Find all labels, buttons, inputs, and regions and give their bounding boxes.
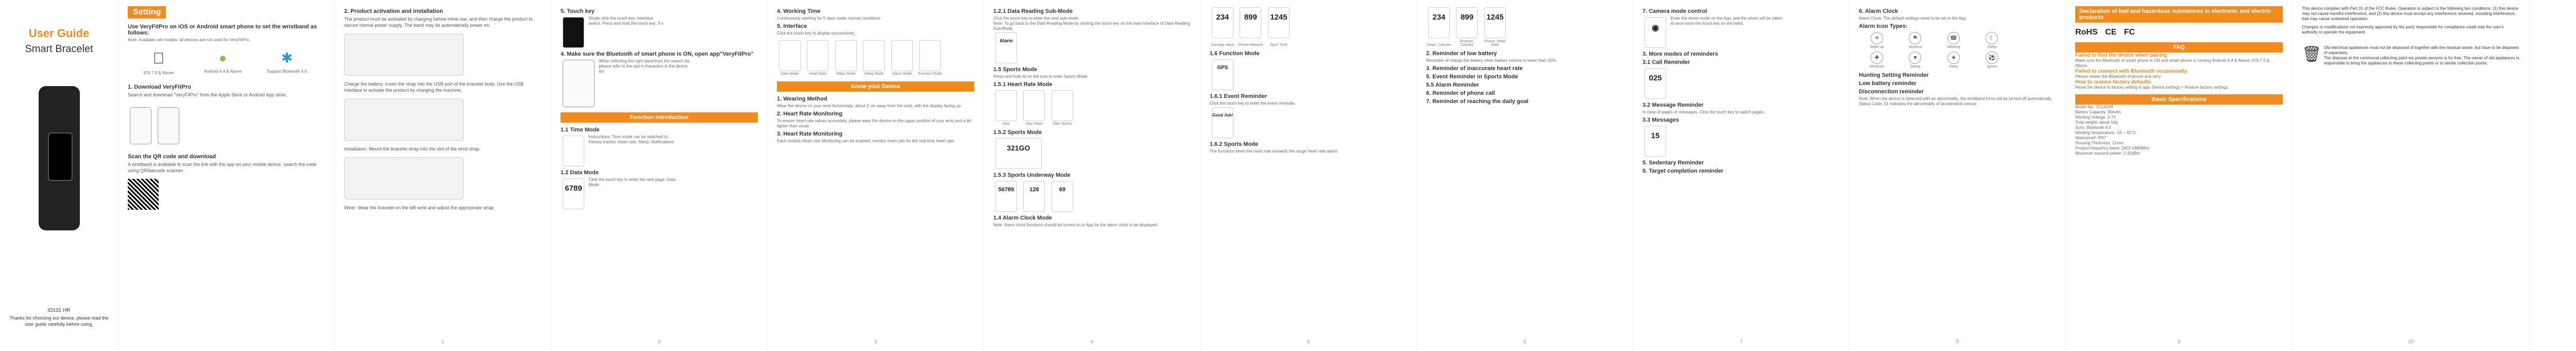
specs-header: Basic Specifications <box>2075 94 2283 105</box>
interface-screens <box>777 39 974 77</box>
know-device-header: Know your Device <box>777 81 974 92</box>
screen-label: Date Mode <box>781 72 799 76</box>
sms-screen <box>1645 126 1666 157</box>
page-function-mode <box>1200 0 1417 351</box>
status-code-note: Status Code: 01 indicates the abnormality of acceleration sensor. <box>1859 102 1978 106</box>
android-icon: ● <box>218 50 227 65</box>
call-value: 025 <box>1649 74 1662 82</box>
recycle-bin-icon: 🗑 <box>2302 46 2322 63</box>
disposal-title: Old electrical appliances must not be disposed of together with the residual waste, but have to be disposed of separately. <box>2324 45 2519 55</box>
alarm-screen <box>995 32 1017 63</box>
os-label-ios: iOS 7.0 & Above <box>143 53 174 58</box>
heart-screen <box>807 40 828 71</box>
page-number: 10 <box>2408 339 2414 345</box>
hr-monitor-text-2: Each module Heart rate Monitoring can be enabled, monitor heart rate for the real-time heart rate. <box>777 139 955 143</box>
sports-mode-reminder-heading: 1.6.2 Sports Mode <box>1210 141 1259 147</box>
messages-heading: 3.3 Messages <box>1642 117 1679 123</box>
hr-monitor-text: To ensure heart rate values accurately, please wear the device on the upper position of your wrist and a bit tighter than usual. <box>777 119 971 128</box>
screen-value: 899 <box>1244 13 1257 22</box>
data-reading-note: Note: To go back to the Data Reading Mode by clicking the touch key on the main interface of Data Reading Sub-Mode. <box>993 21 1190 31</box>
spec-item: Product frequency band: 2402-2480MHz <box>2075 146 2150 151</box>
steps-screen <box>563 178 584 209</box>
gps-screen <box>1212 59 1233 90</box>
alarm-screen <box>891 40 913 71</box>
screen-value: 1245 <box>1270 13 1287 22</box>
ce-logo: CE <box>2105 28 2117 37</box>
scan-text: A wristband is available to scan the link with the app on your mobile device, search the code using QR/barcode scanner. <box>128 160 317 172</box>
hunting-setting-heading: Hunting Setting Reminder <box>1859 72 1929 78</box>
faq-a1: Make sure the Bluetooth of smart phone is ON and smart phone is running Android 4.4 & Above, iOS 7.0 & Above. <box>2075 58 2270 68</box>
setting-intro: Use VeryFitPro on iOS or Android smart phone to set the wristband as follows: <box>128 24 317 36</box>
working-time-heading: 4. Working Time <box>777 8 821 14</box>
function-mode-heading: 1.6 Function Mode <box>1210 51 1260 57</box>
wearing-text: Wear the device on your wrist horizontally, about 2 cm away from the wrist, with the display facing up. <box>777 104 962 108</box>
page-number: 2 <box>657 339 661 345</box>
interface-heading: 5. Interface <box>777 23 807 29</box>
hr-monitor-heading: 2. Heart Rate Monitoring <box>777 111 843 117</box>
event-sports-heading: 5. Event Reminder in Sports Mode <box>1426 74 1518 80</box>
phone-image <box>158 107 179 144</box>
wearing-heading: 1. Wearing Method <box>777 96 827 102</box>
date-screen <box>779 40 801 71</box>
scan-heading: Scan the QR code and download <box>128 152 216 158</box>
setting-header: Setting <box>128 6 166 19</box>
party-icon: ★ <box>1947 52 1960 64</box>
page-number: 9 <box>2177 339 2181 345</box>
bluetooth-heading: 4. Make sure the Bluetooth of smart phone is ON, open app"VeryFitPro" <box>561 51 754 57</box>
charging-image <box>344 34 464 76</box>
phone-call-heading: 6. Reminder of phone call <box>1426 90 1495 96</box>
icon-label: Dating <box>1910 65 1921 69</box>
screen-label: Heart Rate <box>809 72 827 76</box>
low-battery-heading: 2. Reminder of low battery <box>1426 51 1497 57</box>
sleep-icon: ☾ <box>1986 32 1998 44</box>
target-heading: 5. Target completion reminder <box>1642 168 1723 174</box>
page-sports-mode <box>984 0 1200 351</box>
value-screen <box>1428 7 1450 38</box>
fc-logo: FC <box>2124 28 2136 37</box>
value-screen <box>1456 7 1478 38</box>
spec-item: Battery Capacity: 90mAh <box>2075 110 2121 114</box>
activation-text: The product must be activated by charging before initial use, and then charge the product to secure normal power supply. The band may be automatically power on. <box>344 16 533 28</box>
wear-text: Wear: Wear the bracelet on the left wrist and adjust the appropriate strap. <box>344 205 495 210</box>
alarm-clock-text: Note: Alarm clock functions should be turned on in App for the alarm clock to be displayed. <box>993 223 1158 227</box>
camera-row <box>1642 16 1840 49</box>
cover-thanks: Thanks for choosing our device, please read the user guide carefully before using. <box>9 315 109 327</box>
faq-q2: Failed to connect with Bluetooth occasionally <box>2075 69 2188 74</box>
countdown-screen <box>995 138 1042 169</box>
page-number: 7 <box>1739 339 1743 345</box>
camera-text: Enter the shoot mode on the App, and the photo will be taken at once once the touch key on the band. <box>1670 16 1783 26</box>
icon-label: Wake up <box>1870 45 1884 49</box>
screen-label: Phone, Heart Rate <box>1484 40 1506 47</box>
faq-a3: Reset the device to factory setting in app: Device settings > Restore factory settings. <box>2075 85 2229 90</box>
value-screen <box>1240 7 1261 38</box>
screen-value: 234 <box>1432 13 1446 22</box>
disposal-row <box>2302 45 2520 66</box>
app-store-icons <box>128 106 325 145</box>
faq-q3: How to restore factory defaults <box>2075 79 2151 85</box>
bracelet-image <box>39 86 80 230</box>
spec-item: Total weight: about 16g <box>2075 120 2118 125</box>
more-modes-heading: 3. More modes of reminders <box>1642 51 1718 57</box>
alarm-clock-heading: 6. Alarm Clock <box>1859 8 1899 14</box>
hr-monitor-heading-2: 3. Heart Rate Monitoring <box>777 131 843 137</box>
sports-mode-heading: 1.5 Sports Mode <box>993 66 1037 73</box>
call-reminder-heading: 3.1 Call Reminder <box>1642 59 1690 65</box>
sms-value: 15 <box>1651 131 1660 140</box>
underway-value: 69 <box>1059 187 1066 193</box>
meeting-icon: ☎ <box>1947 32 1960 44</box>
value-labels <box>1210 39 1407 48</box>
touch-key-row <box>561 16 758 49</box>
value-screen <box>1212 7 1233 38</box>
screen-label: Sleep Mode <box>864 72 884 76</box>
touch-key-info: Single click the touch key: Interface switch. Press and hold the touch key: 3 s <box>588 16 664 26</box>
alarm-icon-types-heading: Alarm Icon Types: <box>1859 23 1908 29</box>
sedentary-heading: 5. Sedentary Reminder <box>1642 160 1704 166</box>
screen-label: Function Mode <box>918 72 942 76</box>
page-alarm-icons <box>1850 0 2066 351</box>
bluetooth-row <box>561 59 758 108</box>
value-screen <box>1268 7 1290 38</box>
phone-image <box>130 107 151 144</box>
underway-screen <box>1023 181 1045 212</box>
sports-sub-heading: 1.5.2 Sports Mode <box>993 129 1042 136</box>
workout-icon: ⚑ <box>1909 32 1921 44</box>
data-reading-heading: 1.2.1 Data Reading Sub-Mode <box>993 8 1073 14</box>
underway-heading: 1.5.3 Sports Underway Mode <box>993 172 1071 178</box>
strap-image <box>344 98 464 141</box>
sleep-screen <box>863 40 885 71</box>
icon-label: Party <box>1949 65 1958 69</box>
goodjob-label: Good Job! <box>1212 113 1233 118</box>
screen-value: 899 <box>1460 13 1473 22</box>
specs-list <box>2075 105 2283 156</box>
heart-screen <box>1052 90 1073 121</box>
underway-value: 56789 <box>998 187 1014 193</box>
underway-screen <box>1052 181 1073 212</box>
alarm-icons-grid <box>1859 31 2013 70</box>
dating-icon: ♥ <box>1909 52 1921 64</box>
page-functions <box>551 0 768 351</box>
gps-label: GPS <box>1217 65 1228 71</box>
disconnection-heading: Disconnection reminder <box>1859 89 1924 95</box>
fcc-text: This device complies with Part 15 of the FCC Rules. Operation is subject to the following two conditions: (1) this device may not cause harmful interference, and (2) this device must accept any interference received, including interference that may cause undesired operation. <box>2302 6 2519 21</box>
sports-icon: ⚽ <box>1986 52 1998 64</box>
bluetooth-icon: ✱ <box>281 50 293 65</box>
faq-a2: Please restart the Bluetooth of phone and retry. <box>2075 74 2162 79</box>
screen-value: 1245 <box>1486 13 1504 22</box>
page-number: 3 <box>874 339 877 345</box>
os-row <box>128 50 325 77</box>
screen-label: Alarm Mode <box>892 72 912 76</box>
countdown-value: 321GO <box>1007 144 1030 152</box>
cover-subtitle: Smart Bracelet <box>25 43 93 55</box>
sports-mode-reminder-text: The functions when the heart rate exceeds the range Heart rate alarm. <box>1210 149 1338 154</box>
screen-label: Steps, Calories <box>1427 43 1451 47</box>
camera-icon: ◉ <box>1645 17 1666 48</box>
message-reminder-text: In case of pages of messages, Click the touch key to switch pages. <box>1642 110 1765 114</box>
icon-label: Meeting <box>1947 45 1960 49</box>
page-know-device <box>768 0 984 351</box>
screen-label: Phone Network <box>1238 43 1263 47</box>
time-screen <box>563 136 584 166</box>
wake-up-icon: ☀ <box>1871 32 1883 44</box>
download-heading: 1. Download VeryFitPro <box>128 82 191 89</box>
page-number: 6 <box>1523 339 1527 345</box>
faq-q1: Failed to find the device when pairing <box>2075 53 2167 58</box>
message-reminder-heading: 3.2 Message Reminder <box>1642 102 1704 108</box>
page-camera <box>1633 0 1850 351</box>
heart-screen <box>1023 90 1045 121</box>
setting-note: Note: Available cell models: all devices are not used for VeryFitPro. <box>128 38 250 42</box>
data-mode-text: Click the touch key to enter the next page: Data Mode. <box>588 177 675 187</box>
page-number: 1 <box>441 339 445 345</box>
spec-item: Model No.: ID131HR <box>2075 105 2113 109</box>
alarm-clock-text: Alarm Clock: The default settings need to be set in the App. <box>1859 16 1968 21</box>
screen-label: Now <box>1002 122 1010 126</box>
steps-screen <box>835 40 857 71</box>
charge-text: Charge the battery: Insert the strap into the USB port of the bracelet body. Use the USB interface to activate the product by charging the machine. <box>344 81 524 93</box>
alarm-reminder-heading: 5.5 Alarm Reminder <box>1426 82 1479 88</box>
call-screen <box>1645 68 1666 99</box>
alarm-clock-heading: 1.4 Alarm Clock Mode <box>993 215 1052 221</box>
page-activation <box>335 0 551 351</box>
spec-item: Maximum transmit power: 2.42dBm <box>2075 151 2140 156</box>
page-number: 5 <box>1307 339 1310 345</box>
underway-screens <box>993 180 1191 213</box>
cert-logos <box>2075 28 2283 37</box>
activation-heading: 2. Product activation and installation <box>344 8 443 14</box>
abnormal-note: Note: When the device is detected with an abnormality, the wristband force will be turned off automatically. <box>1859 96 2053 101</box>
camera-heading: 7. Camera mode control <box>1642 8 1707 14</box>
screen-label: Max Heart <box>1026 122 1043 126</box>
icon-label: Workout <box>1908 45 1922 49</box>
spec-item: Working Voltage: 3.7V <box>2075 115 2116 120</box>
screen-value: 234 <box>1216 13 1229 22</box>
spec-item: Waterproof: IP67 <box>2075 136 2107 140</box>
apple-icon <box>128 50 190 68</box>
rohs-logo: RoHS <box>2075 28 2098 37</box>
icon-label: Medicine <box>1869 65 1884 69</box>
screen-label: Steps Mode <box>836 72 856 76</box>
heart-rate-mode-heading: 1.5.1 Heart Rate Mode <box>993 81 1053 88</box>
function-intro-header: Function Introduction <box>561 112 758 123</box>
cover-model: ID131 HR <box>47 308 71 313</box>
icon-label: Sports <box>1987 65 1997 69</box>
phone-image <box>563 60 595 107</box>
page-fcc <box>2293 0 2530 351</box>
screen-label: Duration, Calories <box>1460 40 1475 47</box>
screen-label: Sport Time <box>1269 43 1287 47</box>
sports-mode-text: Press and hold 3s on the icon to enter Sports Mode <box>993 74 1088 79</box>
event-reminder-text: Click the touch key to enter the event reminder. <box>1210 101 1296 106</box>
underway-value: 128 <box>1029 187 1039 193</box>
data-reading-text: Click the touch key to enter the next sub-mode. <box>993 16 1080 21</box>
bluetooth-text: When selecting the right band from the search list, please refer to the last 4 characters in the device list <box>599 59 691 74</box>
page-cover <box>0 0 118 351</box>
qr-code <box>128 179 159 210</box>
spec-item: Sync: Bluetooth 4.0 <box>2075 125 2111 130</box>
value-screen <box>1484 7 1506 38</box>
page-faq <box>2066 0 2293 351</box>
page-setting <box>118 0 335 351</box>
inaccurate-hr-heading: 3. Reminder of inaccurate heart rate <box>1426 65 1523 72</box>
screen-label: After Sports <box>1053 122 1072 126</box>
screen-label: Average steps <box>1211 43 1234 47</box>
event-reminder-heading: 1.6.1 Event Reminder <box>1210 93 1267 99</box>
watch-screen <box>563 17 584 48</box>
touch-key-heading: 5. Touch key <box>561 8 595 14</box>
low-battery-text: Reminder of charge the battery when battery volume is lower than 20%. <box>1426 58 1557 63</box>
underway-screen <box>995 181 1017 212</box>
faq-header: FAQ <box>2075 42 2283 53</box>
value-screens <box>1210 6 1407 39</box>
os-label-android: Android 4.4 & Above <box>204 69 242 74</box>
cover-title: User Guide <box>28 27 90 40</box>
wrist-image <box>344 157 464 199</box>
page-reminders <box>1417 0 1633 351</box>
spec-item: Working temperature: -10 ~ 45°C <box>2075 130 2136 135</box>
changes-text: Changes or modifications not expressly approved by the party responsible for compliance could void the user's authority to operate the equipment. <box>2302 25 2504 35</box>
heart-screens <box>993 89 1191 127</box>
install-text: Installation: Mount the bracelet strap into the slot of the wrist strap. <box>344 146 481 152</box>
heart-screen <box>995 90 1017 121</box>
data-mode-heading: 1.2 Data Mode <box>561 170 599 176</box>
medicine-icon: ✚ <box>1871 52 1883 64</box>
interface-text: Click the touch key to display successively: <box>777 31 856 36</box>
alarm-label: Alarm <box>999 38 1013 43</box>
page-number: 4 <box>1090 339 1094 345</box>
daily-goal-heading: 7. Reminder of reaching the daily goal <box>1426 98 1529 105</box>
os-label-bluetooth: Support Bluetooth 4.0 <box>267 69 307 74</box>
low-battery-reminder-heading: Low battery reminder <box>1859 80 1917 87</box>
value-screens <box>1426 6 1623 39</box>
working-time-text: Continuously working for 5 days under normal conditions <box>777 16 880 21</box>
spec-item: Housing Thickness: 11mm <box>2075 141 2124 145</box>
page-number: 8 <box>1956 339 1959 345</box>
steps-value: 6789 <box>565 184 582 193</box>
time-mode-text: Instructions: Time mode can be switched to: Fitness tracker, Heart rate, Sleep, Notifications. <box>588 135 675 144</box>
disposal-text: The disposal at the communal collecting point via private persons is for free. The owner of old appliances is responsible to bring the appliances to these collecting points or to similar collection points. <box>2324 56 2519 65</box>
goodjob-screen <box>1212 107 1233 138</box>
icon-label: Sleep <box>1987 45 1997 49</box>
function-screen <box>919 40 941 71</box>
value-labels <box>1426 39 1623 48</box>
time-mode-heading: 1.1 Time Mode <box>561 127 600 133</box>
hazard-declaration-header: Declaration of bad and hazardous substances in electronic and electric products <box>2075 6 2283 23</box>
download-text: Search and download "VeryFitPro" from the Apple Store or Android App store. <box>128 91 287 96</box>
